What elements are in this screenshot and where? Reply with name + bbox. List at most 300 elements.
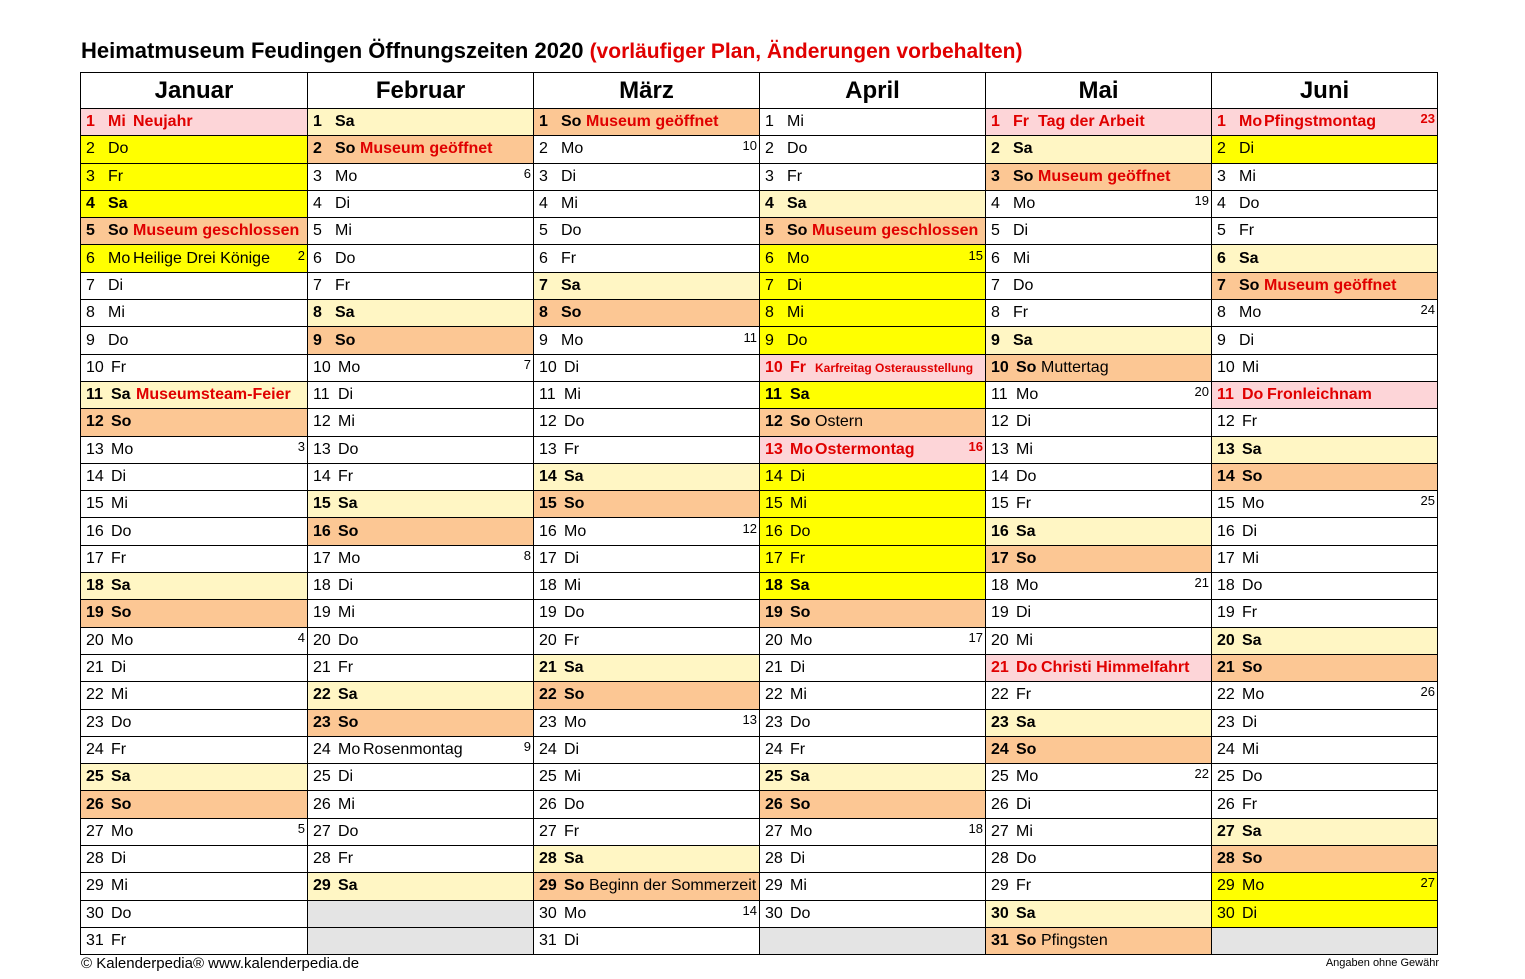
day-number: 23 bbox=[765, 713, 783, 731]
day-cell[interactable] bbox=[760, 491, 986, 518]
day-cell[interactable] bbox=[534, 381, 760, 408]
day-number: 11 bbox=[86, 386, 103, 404]
weekday: Fr bbox=[338, 659, 354, 677]
day-cell[interactable] bbox=[1212, 436, 1438, 463]
day-number: 13 bbox=[539, 440, 557, 458]
day-number: 21 bbox=[539, 659, 557, 677]
day-cell[interactable] bbox=[760, 381, 986, 408]
day-number: 14 bbox=[1217, 468, 1235, 485]
weekday: So bbox=[338, 713, 359, 731]
week-number: 6 bbox=[523, 165, 531, 181]
day-cell[interactable] bbox=[760, 245, 986, 272]
day-cell[interactable] bbox=[308, 518, 534, 545]
day-cell[interactable] bbox=[534, 463, 760, 490]
day-cell[interactable] bbox=[760, 436, 986, 463]
day-cell[interactable] bbox=[308, 791, 534, 818]
day-cell[interactable] bbox=[760, 873, 986, 900]
day-cell[interactable] bbox=[308, 218, 534, 245]
day-number: 15 bbox=[313, 495, 331, 513]
day-cell[interactable] bbox=[534, 682, 760, 709]
day-cell[interactable] bbox=[534, 736, 760, 763]
day-cell[interactable] bbox=[81, 627, 308, 654]
day-cell[interactable] bbox=[534, 409, 760, 436]
day-cell[interactable] bbox=[81, 709, 308, 736]
weekday: Fr bbox=[790, 549, 806, 567]
day-cell[interactable] bbox=[81, 409, 308, 436]
weekday: Mo bbox=[108, 249, 131, 267]
day-number: 13 bbox=[765, 440, 783, 458]
day-cell[interactable] bbox=[534, 190, 760, 217]
day-cell[interactable] bbox=[986, 381, 1212, 408]
day-cell[interactable] bbox=[986, 927, 1212, 954]
day-cell[interactable] bbox=[81, 791, 308, 818]
day-cell[interactable] bbox=[1212, 818, 1438, 845]
weekday: Mo bbox=[564, 904, 587, 922]
day-cell[interactable] bbox=[986, 109, 1212, 136]
day-number: 30 bbox=[539, 904, 557, 922]
day-cell[interactable] bbox=[986, 846, 1212, 873]
day-number: 12 bbox=[991, 413, 1009, 431]
day-cell[interactable] bbox=[1212, 163, 1438, 190]
day-cell[interactable] bbox=[81, 136, 308, 163]
weekday: Mo bbox=[335, 167, 358, 185]
day-cell[interactable] bbox=[308, 163, 534, 190]
day-number: 5 bbox=[1217, 222, 1226, 240]
day-cell[interactable] bbox=[81, 654, 308, 681]
day-cell[interactable] bbox=[534, 818, 760, 845]
day-number: 10 bbox=[1217, 358, 1235, 376]
day-cell[interactable] bbox=[308, 245, 534, 272]
day-cell[interactable] bbox=[1212, 736, 1438, 763]
table-row bbox=[81, 545, 1438, 572]
month-header: April bbox=[760, 73, 986, 109]
day-cell[interactable] bbox=[986, 463, 1212, 490]
day-number: 15 bbox=[86, 495, 104, 513]
weekday: So bbox=[1242, 468, 1263, 485]
weekday: So bbox=[564, 877, 585, 895]
weekday: Do bbox=[111, 904, 132, 922]
day-cell[interactable] bbox=[308, 409, 534, 436]
day-cell[interactable] bbox=[81, 682, 308, 709]
day-cell[interactable] bbox=[81, 300, 308, 327]
calendar-body bbox=[81, 109, 1438, 955]
day-cell[interactable] bbox=[81, 327, 308, 354]
day-number: 4 bbox=[1217, 195, 1226, 213]
day-number: 26 bbox=[765, 795, 783, 813]
day-cell[interactable] bbox=[1212, 682, 1438, 709]
weekday: Di bbox=[561, 167, 577, 185]
day-cell[interactable] bbox=[81, 927, 308, 954]
day-number: 24 bbox=[765, 740, 783, 758]
day-cell[interactable] bbox=[81, 109, 308, 136]
day-cell[interactable] bbox=[308, 545, 534, 572]
day-number: 19 bbox=[765, 604, 783, 622]
day-cell[interactable] bbox=[1212, 327, 1438, 354]
day-cell[interactable] bbox=[760, 573, 986, 600]
day-number: 17 bbox=[991, 549, 1009, 567]
day-cell[interactable] bbox=[1212, 218, 1438, 245]
day-cell[interactable] bbox=[308, 327, 534, 354]
weekday: Di bbox=[1239, 140, 1255, 158]
weekday: Fr bbox=[111, 932, 127, 950]
day-cell[interactable] bbox=[81, 218, 308, 245]
day-cell[interactable] bbox=[308, 190, 534, 217]
day-cell[interactable] bbox=[534, 163, 760, 190]
weekday: Mo bbox=[1242, 495, 1265, 513]
weekday: Do bbox=[1016, 659, 1038, 677]
day-cell[interactable] bbox=[1212, 846, 1438, 873]
day-cell[interactable] bbox=[308, 436, 534, 463]
day-cell[interactable] bbox=[986, 764, 1212, 791]
day-cell[interactable] bbox=[760, 327, 986, 354]
day-cell[interactable] bbox=[534, 846, 760, 873]
day-number: 2 bbox=[1217, 140, 1226, 158]
day-cell[interactable] bbox=[1212, 272, 1438, 299]
day-cell[interactable] bbox=[308, 600, 534, 627]
day-cell[interactable] bbox=[308, 109, 534, 136]
weekday: So bbox=[1016, 740, 1037, 758]
weekday: Mo bbox=[790, 631, 813, 649]
day-cell[interactable] bbox=[534, 627, 760, 654]
day-cell[interactable] bbox=[534, 272, 760, 299]
day-number: 1 bbox=[313, 113, 322, 131]
day-number: 29 bbox=[86, 877, 104, 895]
table-row bbox=[81, 381, 1438, 408]
day-cell[interactable] bbox=[308, 381, 534, 408]
day-note: Pfingsten bbox=[1041, 932, 1108, 950]
day-cell[interactable] bbox=[760, 218, 986, 245]
day-cell[interactable] bbox=[1212, 573, 1438, 600]
day-cell[interactable] bbox=[81, 764, 308, 791]
day-cell[interactable] bbox=[308, 573, 534, 600]
weekday: Do bbox=[787, 140, 808, 158]
day-cell[interactable] bbox=[308, 873, 534, 900]
day-cell[interactable] bbox=[81, 491, 308, 518]
day-number: 2 bbox=[991, 140, 1000, 158]
week-number: 8 bbox=[523, 547, 531, 563]
day-cell[interactable] bbox=[760, 354, 986, 381]
weekday: So bbox=[787, 222, 808, 240]
day-cell[interactable] bbox=[534, 600, 760, 627]
day-cell[interactable] bbox=[81, 354, 308, 381]
day-cell[interactable] bbox=[1212, 764, 1438, 791]
day-number: 14 bbox=[313, 468, 331, 485]
day-cell[interactable] bbox=[308, 709, 534, 736]
weekday: Di bbox=[787, 276, 803, 294]
day-cell[interactable] bbox=[1212, 491, 1438, 518]
day-number: 9 bbox=[539, 331, 548, 349]
day-cell[interactable] bbox=[534, 545, 760, 572]
day-cell[interactable] bbox=[308, 736, 534, 763]
day-cell[interactable] bbox=[534, 109, 760, 136]
day-number: 6 bbox=[313, 249, 322, 267]
day-cell[interactable] bbox=[760, 709, 986, 736]
table-row bbox=[81, 218, 1438, 245]
day-cell[interactable] bbox=[760, 654, 986, 681]
day-cell[interactable] bbox=[760, 927, 986, 954]
day-cell[interactable] bbox=[534, 927, 760, 954]
day-cell[interactable] bbox=[986, 873, 1212, 900]
day-cell[interactable] bbox=[986, 791, 1212, 818]
weekday: So bbox=[790, 604, 811, 622]
day-number: 13 bbox=[313, 440, 331, 458]
weekday: Mi bbox=[1016, 440, 1033, 458]
day-cell[interactable] bbox=[308, 764, 534, 791]
day-cell[interactable] bbox=[308, 818, 534, 845]
day-cell[interactable] bbox=[308, 463, 534, 490]
day-cell[interactable] bbox=[760, 272, 986, 299]
day-cell[interactable] bbox=[81, 190, 308, 217]
day-cell[interactable] bbox=[1212, 354, 1438, 381]
day-cell[interactable] bbox=[986, 354, 1212, 381]
day-cell[interactable] bbox=[760, 846, 986, 873]
weekday: Mo bbox=[564, 522, 587, 540]
weekday: Do bbox=[1016, 468, 1037, 485]
day-cell[interactable] bbox=[760, 463, 986, 490]
weekday: Do bbox=[1242, 577, 1263, 595]
day-cell[interactable] bbox=[1212, 190, 1438, 217]
weekday: So bbox=[1016, 932, 1037, 950]
weekday: Mi bbox=[790, 686, 807, 704]
day-note: Pfingstmontag bbox=[1264, 113, 1376, 131]
day-cell[interactable] bbox=[81, 573, 308, 600]
day-cell[interactable] bbox=[81, 272, 308, 299]
day-number: 30 bbox=[765, 904, 783, 922]
day-cell[interactable] bbox=[986, 272, 1212, 299]
day-cell[interactable] bbox=[308, 627, 534, 654]
day-number: 22 bbox=[86, 686, 104, 704]
day-cell[interactable] bbox=[534, 245, 760, 272]
day-cell[interactable] bbox=[760, 627, 986, 654]
day-cell[interactable] bbox=[760, 163, 986, 190]
weekday: Mi bbox=[564, 386, 581, 404]
day-cell[interactable] bbox=[1212, 927, 1438, 954]
day-number: 30 bbox=[86, 904, 104, 922]
day-cell[interactable] bbox=[81, 900, 308, 927]
day-number: 14 bbox=[765, 468, 783, 485]
day-cell[interactable] bbox=[534, 136, 760, 163]
day-cell[interactable] bbox=[308, 654, 534, 681]
day-cell[interactable] bbox=[986, 600, 1212, 627]
day-cell[interactable] bbox=[986, 300, 1212, 327]
day-cell[interactable] bbox=[986, 491, 1212, 518]
day-cell[interactable] bbox=[534, 300, 760, 327]
day-number: 5 bbox=[313, 222, 322, 240]
weekday: Do bbox=[790, 904, 811, 922]
day-cell[interactable] bbox=[986, 136, 1212, 163]
day-cell[interactable] bbox=[760, 518, 986, 545]
day-cell[interactable] bbox=[986, 818, 1212, 845]
day-number: 24 bbox=[539, 740, 557, 758]
weekday: Do bbox=[790, 713, 811, 731]
weekday: Mi bbox=[111, 686, 128, 704]
weekday: Do bbox=[561, 222, 582, 240]
day-number: 27 bbox=[765, 822, 783, 840]
day-number: 19 bbox=[86, 604, 104, 622]
table-row bbox=[81, 627, 1438, 654]
day-note: Museum geöffnet bbox=[586, 113, 719, 131]
day-cell[interactable] bbox=[986, 163, 1212, 190]
weekday: Mi bbox=[787, 113, 804, 131]
day-number: 27 bbox=[991, 822, 1009, 840]
day-cell[interactable] bbox=[986, 654, 1212, 681]
weekday: So bbox=[564, 495, 585, 513]
day-cell[interactable] bbox=[1212, 873, 1438, 900]
day-cell[interactable] bbox=[760, 409, 986, 436]
week-number: 16 bbox=[968, 438, 983, 454]
weekday: Mo bbox=[338, 740, 361, 758]
day-cell[interactable] bbox=[534, 218, 760, 245]
day-cell[interactable] bbox=[308, 300, 534, 327]
day-cell[interactable] bbox=[534, 491, 760, 518]
day-cell[interactable] bbox=[534, 900, 760, 927]
day-cell[interactable] bbox=[308, 682, 534, 709]
day-cell[interactable] bbox=[81, 381, 308, 408]
day-cell[interactable] bbox=[986, 627, 1212, 654]
day-cell[interactable] bbox=[1212, 381, 1438, 408]
day-number: 26 bbox=[86, 795, 104, 813]
day-cell[interactable] bbox=[81, 518, 308, 545]
day-cell[interactable] bbox=[1212, 463, 1438, 490]
weekday: Mo bbox=[338, 549, 361, 567]
day-number: 12 bbox=[1217, 413, 1235, 431]
day-cell[interactable] bbox=[534, 709, 760, 736]
day-cell[interactable] bbox=[986, 518, 1212, 545]
weekday: So bbox=[108, 222, 129, 240]
footer-disclaimer: Angaben ohne Gewähr bbox=[1325, 957, 1439, 969]
day-cell[interactable] bbox=[1212, 627, 1438, 654]
day-cell[interactable] bbox=[534, 354, 760, 381]
day-cell[interactable] bbox=[986, 573, 1212, 600]
day-cell[interactable] bbox=[308, 900, 534, 927]
day-cell[interactable] bbox=[760, 545, 986, 572]
day-cell[interactable] bbox=[1212, 709, 1438, 736]
day-cell[interactable] bbox=[760, 764, 986, 791]
day-cell[interactable] bbox=[81, 463, 308, 490]
day-cell[interactable] bbox=[986, 245, 1212, 272]
day-number: 1 bbox=[765, 113, 774, 131]
day-cell[interactable] bbox=[81, 545, 308, 572]
day-cell[interactable] bbox=[760, 682, 986, 709]
day-cell[interactable] bbox=[534, 791, 760, 818]
day-cell[interactable] bbox=[760, 109, 986, 136]
day-cell[interactable] bbox=[534, 518, 760, 545]
day-number: 20 bbox=[313, 631, 331, 649]
day-cell[interactable] bbox=[1212, 109, 1438, 136]
week-number: 4 bbox=[297, 629, 305, 645]
day-cell[interactable] bbox=[1212, 518, 1438, 545]
day-cell[interactable] bbox=[760, 190, 986, 217]
day-cell[interactable] bbox=[760, 791, 986, 818]
day-cell[interactable] bbox=[1212, 545, 1438, 572]
weekday: So bbox=[1242, 659, 1263, 677]
day-cell[interactable] bbox=[81, 818, 308, 845]
day-cell[interactable] bbox=[986, 218, 1212, 245]
day-number: 29 bbox=[991, 877, 1009, 895]
page-title bbox=[81, 38, 1022, 64]
day-cell[interactable] bbox=[1212, 900, 1438, 927]
week-number: 5 bbox=[297, 820, 305, 836]
table-row bbox=[81, 300, 1438, 327]
day-cell[interactable] bbox=[760, 900, 986, 927]
day-cell[interactable] bbox=[986, 682, 1212, 709]
day-cell[interactable] bbox=[81, 245, 308, 272]
day-cell[interactable] bbox=[986, 409, 1212, 436]
day-number: 24 bbox=[991, 740, 1009, 758]
weekday: Mi bbox=[564, 577, 581, 595]
day-cell[interactable] bbox=[1212, 300, 1438, 327]
day-cell[interactable] bbox=[986, 436, 1212, 463]
weekday: Fr bbox=[561, 249, 577, 267]
day-cell[interactable] bbox=[534, 654, 760, 681]
day-number: 12 bbox=[313, 413, 331, 431]
day-cell[interactable] bbox=[308, 491, 534, 518]
day-cell[interactable] bbox=[308, 846, 534, 873]
day-cell[interactable] bbox=[534, 327, 760, 354]
day-number: 15 bbox=[1217, 495, 1235, 513]
day-cell[interactable] bbox=[986, 190, 1212, 217]
day-cell[interactable] bbox=[534, 764, 760, 791]
day-cell[interactable] bbox=[81, 163, 308, 190]
week-number: 25 bbox=[1420, 493, 1435, 509]
day-number: 9 bbox=[765, 331, 774, 349]
weekday: So bbox=[111, 604, 132, 622]
day-cell[interactable] bbox=[760, 600, 986, 627]
day-cell[interactable] bbox=[308, 272, 534, 299]
table-row bbox=[81, 190, 1438, 217]
week-number: 15 bbox=[968, 247, 983, 263]
table-row bbox=[81, 846, 1438, 873]
day-cell[interactable] bbox=[760, 136, 986, 163]
day-cell[interactable] bbox=[986, 327, 1212, 354]
week-number: 7 bbox=[523, 356, 531, 372]
table-row bbox=[81, 109, 1438, 136]
day-number: 3 bbox=[1217, 167, 1226, 185]
day-cell[interactable] bbox=[986, 545, 1212, 572]
day-cell[interactable] bbox=[81, 846, 308, 873]
day-cell[interactable] bbox=[308, 136, 534, 163]
weekday: Sa bbox=[1239, 249, 1259, 267]
day-cell[interactable] bbox=[308, 927, 534, 954]
day-cell[interactable] bbox=[1212, 245, 1438, 272]
weekday: Mo bbox=[561, 331, 584, 349]
day-cell[interactable] bbox=[760, 300, 986, 327]
day-number: 22 bbox=[991, 686, 1009, 704]
day-cell[interactable] bbox=[1212, 791, 1438, 818]
table-row bbox=[81, 682, 1438, 709]
day-cell[interactable] bbox=[81, 736, 308, 763]
day-cell[interactable] bbox=[986, 736, 1212, 763]
day-cell[interactable] bbox=[534, 873, 760, 900]
day-cell[interactable] bbox=[308, 354, 534, 381]
day-cell[interactable] bbox=[81, 436, 308, 463]
day-cell[interactable] bbox=[81, 873, 308, 900]
subtitle-text: (vorläufiger Plan, Änderungen vorbehalten) bbox=[589, 40, 1023, 63]
day-cell[interactable] bbox=[1212, 654, 1438, 681]
day-cell[interactable] bbox=[760, 736, 986, 763]
day-cell[interactable] bbox=[1212, 136, 1438, 163]
day-cell[interactable] bbox=[534, 573, 760, 600]
day-number: 18 bbox=[313, 577, 331, 595]
day-cell[interactable] bbox=[1212, 600, 1438, 627]
day-cell[interactable] bbox=[1212, 409, 1438, 436]
week-number: 19 bbox=[1194, 193, 1209, 209]
day-cell[interactable] bbox=[986, 900, 1212, 927]
day-cell[interactable] bbox=[81, 600, 308, 627]
day-cell[interactable] bbox=[986, 709, 1212, 736]
day-cell[interactable] bbox=[534, 436, 760, 463]
day-cell[interactable] bbox=[760, 818, 986, 845]
